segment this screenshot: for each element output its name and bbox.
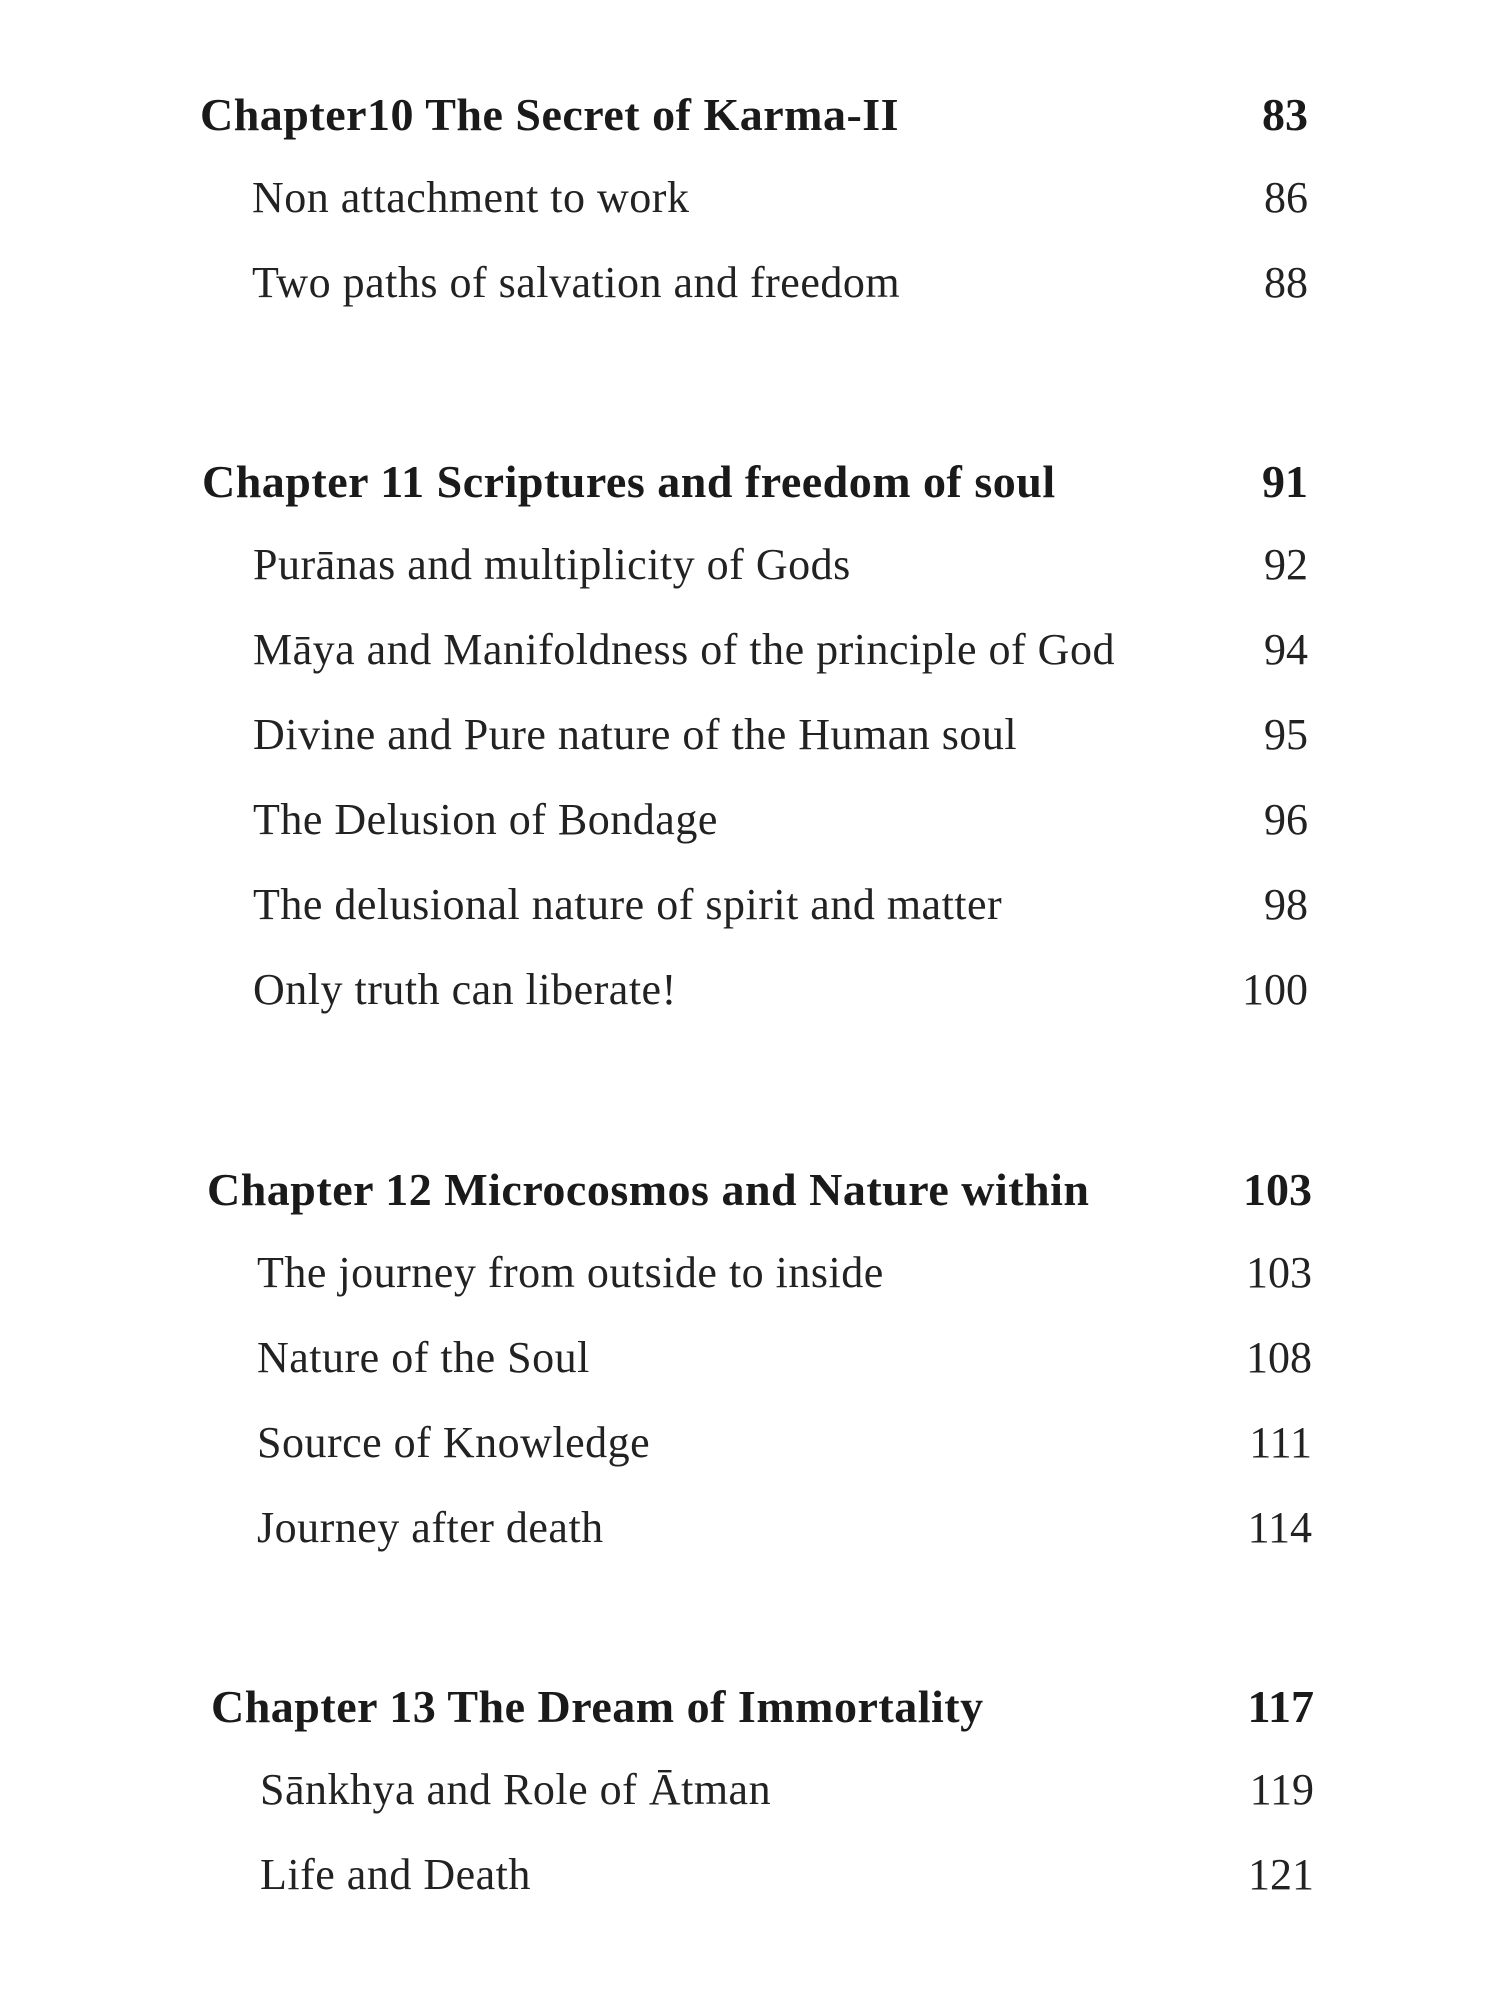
toc-entry xyxy=(0,1247,1500,1332)
section-title: Journey after death xyxy=(257,1503,604,1552)
toc-entry xyxy=(0,1332,1500,1417)
section-page-number: 121 xyxy=(1248,1850,1314,1899)
chapter-title: Chapter 11 Scriptures and freedom of soul xyxy=(202,456,1056,507)
toc-entry xyxy=(0,257,1500,342)
chapter-heading xyxy=(0,1163,1500,1247)
section-title: Source of Knowledge xyxy=(257,1418,651,1467)
section-title: Purānas and multiplicity of Gods xyxy=(253,540,851,589)
toc-entry xyxy=(0,879,1500,964)
chapter-title: Chapter 13 The Dream of Immortality xyxy=(211,1681,984,1732)
section-title: Sānkhya and Role of Ātman xyxy=(260,1765,772,1814)
toc-entry xyxy=(0,172,1500,257)
toc-entry xyxy=(0,1417,1500,1502)
toc-entry xyxy=(0,1764,1500,1849)
section-title: Two paths of salvation and freedom xyxy=(252,258,901,307)
section-page-number: 88 xyxy=(1264,258,1308,307)
section-page-number: 111 xyxy=(1249,1418,1312,1467)
chapter-page-number: 83 xyxy=(1262,89,1308,140)
toc-entry xyxy=(0,1502,1500,1587)
chapter-heading xyxy=(0,1680,1500,1764)
section-title: Non attachment to work xyxy=(252,173,690,222)
section-title: The Delusion of Bondage xyxy=(253,795,718,844)
section-page-number: 103 xyxy=(1246,1248,1312,1297)
section-page-number: 108 xyxy=(1246,1333,1312,1382)
section-title: Life and Death xyxy=(260,1850,531,1899)
toc-entry xyxy=(0,709,1500,794)
toc-entry xyxy=(0,964,1500,1049)
chapter-page-number: 91 xyxy=(1262,456,1308,507)
section-title: Māya and Manifoldness of the principle of God xyxy=(253,625,1115,674)
toc-entry xyxy=(0,1849,1500,1934)
toc-entry xyxy=(0,539,1500,624)
section-title: Only truth can liberate! xyxy=(253,965,677,1014)
section-title: Nature of the Soul xyxy=(257,1333,590,1382)
chapter-heading xyxy=(0,455,1500,539)
section-title: The delusional nature of spirit and matter xyxy=(253,880,1003,929)
toc-entry xyxy=(0,624,1500,709)
chapter-13-block xyxy=(0,1680,1500,1934)
chapter-page-number: 103 xyxy=(1243,1164,1312,1215)
section-page-number: 114 xyxy=(1247,1503,1312,1552)
section-page-number: 98 xyxy=(1264,880,1308,929)
section-page-number: 94 xyxy=(1264,625,1308,674)
chapter-title: Chapter10 The Secret of Karma-II xyxy=(200,89,900,140)
chapter-title: Chapter 12 Microcosmos and Nature within xyxy=(207,1164,1090,1215)
section-title: The journey from outside to inside xyxy=(257,1248,884,1297)
chapter-page-number: 117 xyxy=(1247,1681,1314,1732)
section-page-number: 95 xyxy=(1264,710,1308,759)
section-page-number: 100 xyxy=(1242,965,1308,1014)
section-page-number: 92 xyxy=(1264,540,1308,589)
chapter-11-block xyxy=(0,455,1500,1049)
section-page-number: 86 xyxy=(1264,173,1308,222)
section-page-number: 96 xyxy=(1264,795,1308,844)
section-title: Divine and Pure nature of the Human soul xyxy=(253,710,1018,759)
chapter-12-block xyxy=(0,1163,1500,1587)
chapter-heading xyxy=(0,88,1500,172)
toc-entry xyxy=(0,794,1500,879)
section-page-number: 119 xyxy=(1249,1765,1314,1814)
chapter-10-block xyxy=(0,88,1500,342)
